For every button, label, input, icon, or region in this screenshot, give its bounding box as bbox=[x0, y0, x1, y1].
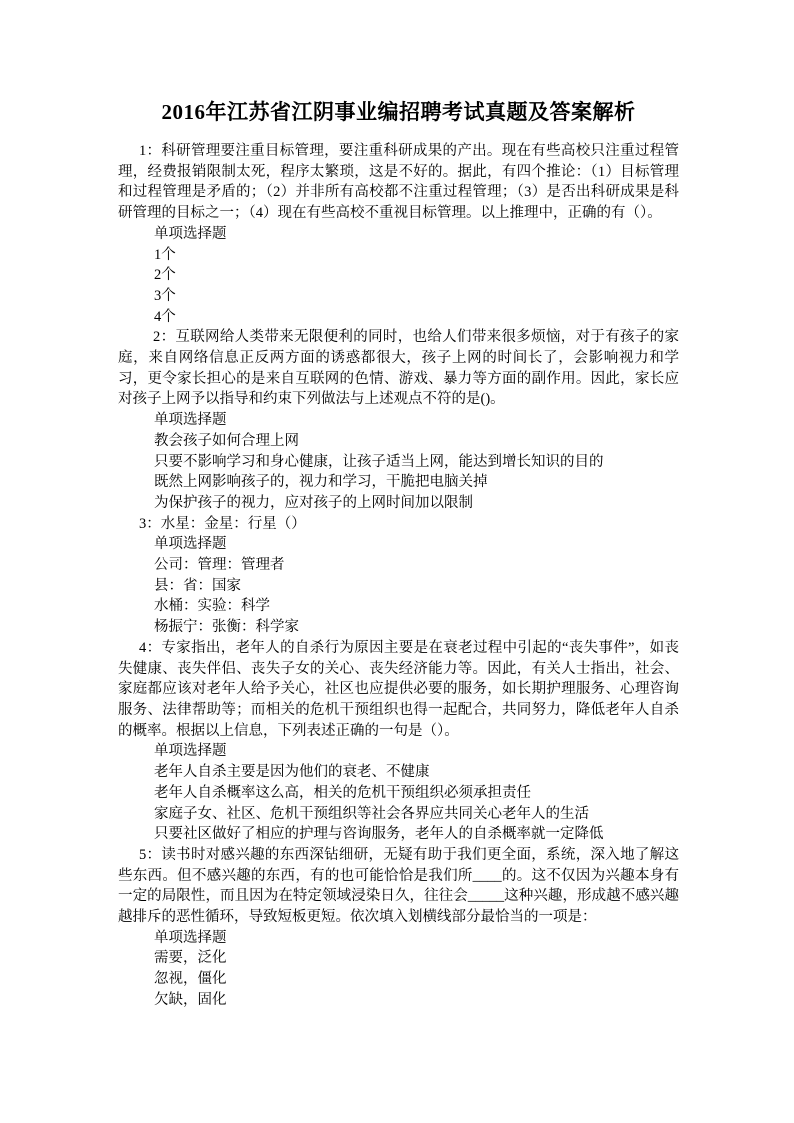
question-4-option-4: 只要社区做好了相应的护理与咨询服务，老年人的自杀概率就一定降低 bbox=[154, 826, 604, 843]
question-2-type-label: 单项选择题 bbox=[154, 412, 227, 429]
question-2-option-4: 为保护孩子的视力，应对孩子的上网时间加以限制 bbox=[154, 494, 473, 511]
question-4-option-2: 老年人自杀概率这么高，相关的危机干预组织必须承担责任 bbox=[154, 784, 531, 801]
question-1-option-2: 2个 bbox=[154, 267, 176, 284]
page-title: 2016年江苏省江阴事业编招聘考试真题及答案解析 bbox=[161, 100, 636, 124]
question-1-stem: 1：科研管理要注重目标管理，要注重科研成果的产出。现在有些高校只注重过程管理，经费报销限制太死，程序太繁琐，这是不好的。据此，有四个推论：（1）目标管理和过程管理是矛盾的；（2）并非所有高校都不注重过程管理；（3）是否出科研成果是科研管理的目标之一；（4）现在有些高校不重视目标管理。以上推理中，正确的有（）。 bbox=[118, 143, 679, 222]
question-1-option-4: 4个 bbox=[154, 308, 176, 325]
question-1-type-label: 单项选择题 bbox=[154, 225, 227, 242]
question-2-stem: 2：互联网给人类带来无限便利的同时，也给人们带来很多烦恼，对于有孩子的家庭，来自网络信息正反两方面的诱惑都很大，孩子上网的时间长了，会影响视力和学习，更令家长担心的是来自互联网的色情、游戏、暴力等方面的副作用。因此，家长应对孩子上网予以指导和约束下列做法与上述观点不符的是()。 bbox=[118, 329, 679, 408]
question-2-option-2: 只要不影响学习和身心健康，让孩子适当上网，能达到增长知识的目的 bbox=[154, 453, 604, 470]
question-5-option-3: 欠缺，固化 bbox=[154, 991, 227, 1008]
question-3-option-1: 公司：管理：管理者 bbox=[154, 557, 285, 574]
question-block-1 bbox=[118, 141, 679, 327]
question-5-option-2: 忽视，僵化 bbox=[154, 971, 227, 988]
question-4-stem: 4：专家指出，老年人的自杀行为原因主要是在衰老过程中引起的“丧失事件”，如丧失健康、丧失伴侣、丧失子女的关心、丧失经济能力等。因此，有关人士指出，社会、家庭都应该对老年人给予关心，社区也应提供必要的服务，如长期护理服务、心理咨询服务、法律帮助等；而相关的危机干预组织也得一起配合，共同努力，降低老年人自杀的概率。根据以上信息，下列表述正确的一句是（）。 bbox=[118, 639, 679, 739]
question-block-2 bbox=[118, 327, 679, 513]
question-2-option-1: 教会孩子如何合理上网 bbox=[154, 432, 299, 449]
question-block-3 bbox=[118, 514, 679, 638]
question-3-option-3: 水桶：实验：科学 bbox=[154, 598, 270, 615]
question-2-option-3: 既然上网影响孩子的，视力和学习，干脆把电脑关掉 bbox=[154, 474, 488, 491]
question-block-5 bbox=[118, 845, 679, 1011]
question-3-type-label: 单项选择题 bbox=[154, 536, 227, 553]
question-5-type-label: 单项选择题 bbox=[154, 929, 227, 946]
question-3-option-2: 县：省：国家 bbox=[154, 577, 241, 594]
question-block-4 bbox=[118, 638, 679, 845]
question-3-stem: 3：水星：金星：行星（） bbox=[139, 515, 306, 532]
question-3-option-4: 杨振宁：张衡：科学家 bbox=[154, 619, 299, 636]
question-5-stem: 5：读书时对感兴趣的东西深钻细研，无疑有助于我们更全面，系统，深入地了解这些东西。但不感兴趣的东西，有的也可能恰恰是我们所____的。这不仅因为兴趣本身有一定的局限性，而且因为在特定领域浸染日久，往往会_____这种兴趣，形成越不感兴趣越排斥的恶性循环，导致短板更短。依次填入划横线部分最恰当的一项是： bbox=[118, 846, 679, 926]
question-4-type-label: 单项选择题 bbox=[154, 743, 227, 760]
question-4-option-1: 老年人自杀主要是因为他们的衰老、不健康 bbox=[154, 764, 430, 781]
question-1-option-3: 3个 bbox=[154, 287, 176, 304]
question-1-option-1: 1个 bbox=[154, 246, 176, 263]
question-5-option-1: 需要，泛化 bbox=[154, 950, 227, 967]
question-4-option-3: 家庭子女、社区、危机干预组织等社会各界应共同关心老年人的生活 bbox=[154, 805, 589, 822]
